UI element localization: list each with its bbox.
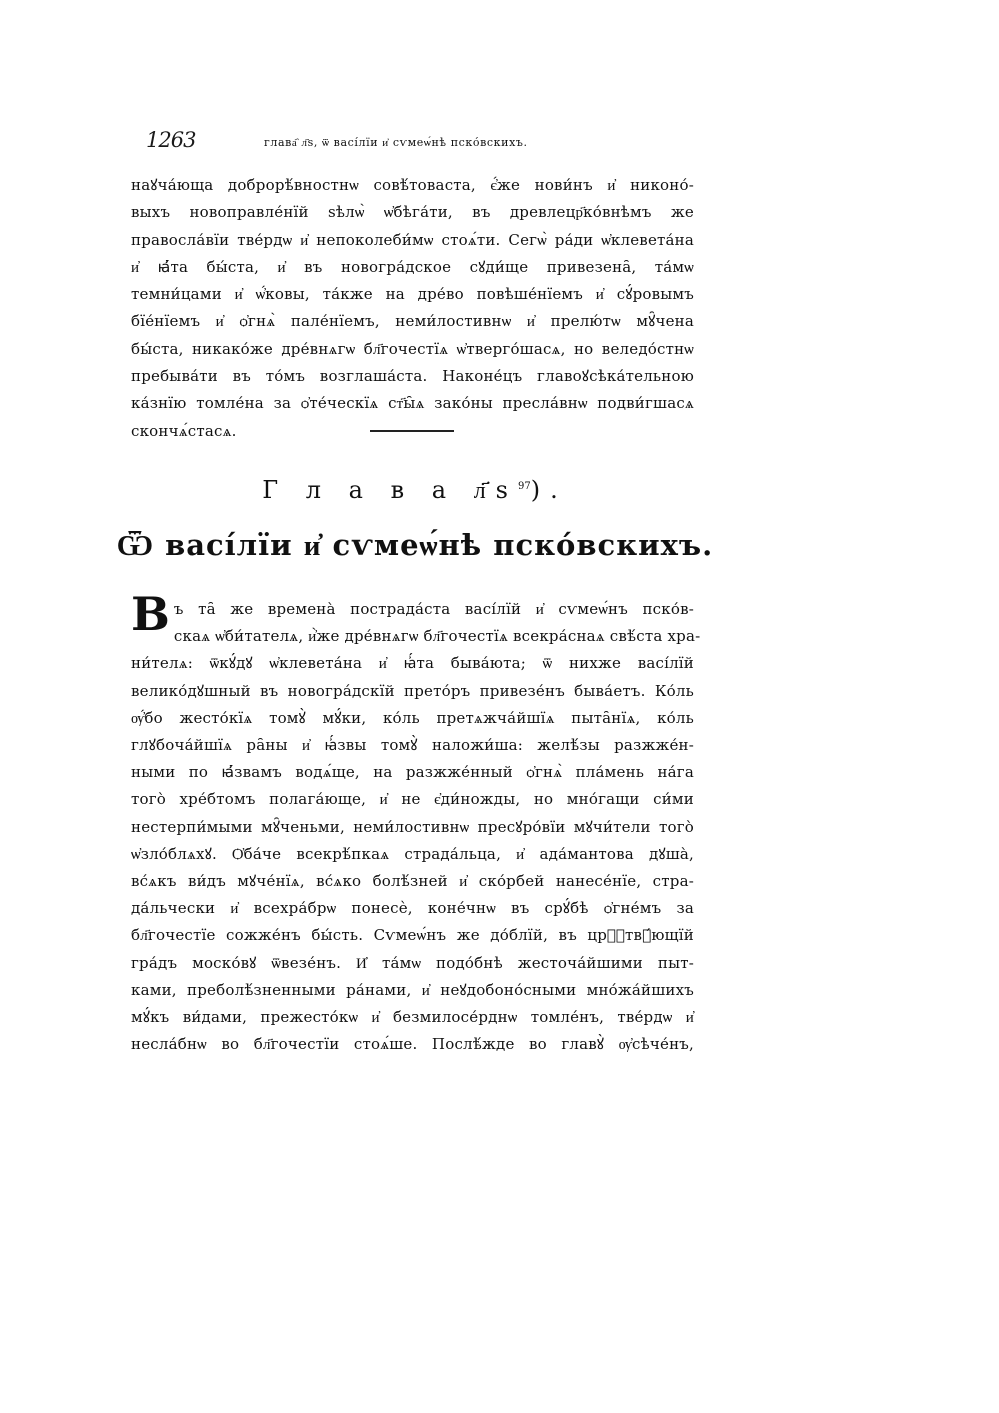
- running-head: глава҄ л҃ѕ, ѿ васі́лїи и҆ сѵмеѡ́нѣ пско́вскихъ.: [264, 136, 528, 149]
- text-line: выхъ новоправле́нїй ѕѣлѡ̀ ѡ҆бѣга́ти, въ древлецр҃ко́внѣмъ же: [131, 203, 694, 222]
- text-line: наꙋча́юща доброрѣ́вностнѡ совѣ́товаста, є҆́же нови́нъ и҆ никоно́-: [131, 176, 694, 194]
- text-line: бїе́нїемъ и҆ ѻ҆гнѧ̀ пале́нїемъ, неми́лостивнѡ и҆ прелю́тѡ мꙋ̑чена: [131, 312, 694, 331]
- text-line: скончѧ́стасѧ.: [131, 421, 237, 440]
- text-line: ками, преболѣ́зненными ра́нами, и҆ неꙋдобоно́сными мно́жа́йшихъ: [131, 980, 694, 999]
- text-line: бы́ста, никако́же дре́внѧгѡ бл҃гочестїѧ ѡ҆тверго́шасѧ, но веледо́стнѡ: [131, 339, 694, 358]
- text-line: пребыва́ти въ то́мъ возглаша́ста. Наконе́цъ главоꙋсѣка́тельною: [131, 367, 694, 386]
- text-line: темни́цами и҆ ѡ҆́ковы, та́кже на дре́во повѣше́нїемъ и҆ сꙋ́ровымъ: [131, 285, 694, 304]
- text-line: ѹ҆́бо жесто́кїѧ томꙋ̀ мꙋ́ки, ко́ль претѧжча́йшїѧ пыта̑нїѧ, ко́ль: [131, 708, 694, 727]
- footnote-mark: 97: [517, 481, 531, 492]
- chapter-title: Ѿ васі́лїи и҆ сѵмеѡ́нѣ пско́вскихъ.: [116, 528, 714, 562]
- text-line: велико́дꙋшный въ новогра́дскїй прето́ръ привезе́нъ быва́етъ. Ко́ль: [131, 681, 694, 700]
- text-line: и҆ ꙗ҆́та бы́ста, и҆ въ новогра́дское сꙋди́ще привезена̑, та́мѡ: [131, 257, 694, 276]
- body-paragraph: [131, 587, 701, 1058]
- chapter-heading-text: Г л а в а л҃ѕ: [262, 476, 518, 504]
- text-line: бл҃гочестїе сожже́нъ бы́сть. Сѵмеѡ́нъ же до́блїй, въ црⷭ҇твꙋ́ющїй: [131, 926, 694, 945]
- text-line: ѡ҆зло́блѧхꙋ. Ѻ҆ба́че всекрѣ́пкаѧ страда́льца, и҆ ада́мантова дꙋша̀,: [131, 844, 694, 863]
- page-header: [130, 128, 690, 162]
- text-line: глꙋбоча́йшїѧ ра̑ны и҆ ꙗ҆́звы томꙋ̀ наложи́ша: желѣ́зы разжже́н-: [131, 736, 694, 755]
- text-line: ни́телѧ: ѿкꙋ́дꙋ ѡ҆клевета́на и҆ ꙗ҆́та быва́юта; ѿ нихже васі́лїй: [131, 654, 694, 673]
- chapter-heading: [0, 476, 830, 505]
- text-line: правосла́вїи тве́рдѡ и҆ непоколеби́мѡ стоѧ́ти. Сегѡ̀ ра́ди ѡ҆клевета́на: [131, 230, 694, 249]
- text-line: скаѧ ѡ҆би́тателѧ, и҆̀же дре́внѧгѡ бл҃гочестїѧ всекра́снаѧ свѣ́ста хра-: [173, 627, 701, 646]
- text-line: того̀ хре́бтомъ полага́юще, и҆ не є҆ди́ножды, но мно́гащи си́ми: [131, 790, 694, 809]
- text-line: ными по ꙗ҆́звамъ водѧ́ще, на разжже́нный ѻ҆гнѧ̀ пла́мень на́га: [131, 763, 694, 782]
- text-line: гра́дъ моско́вꙋ ѿвезе́нъ. И҆ та́мѡ подо́бнѣ жесточа́йшими пыт-: [131, 953, 694, 972]
- section-divider: [370, 430, 454, 432]
- text-line: ъ та̑ же времена̀ пострада́ста васі́лїй и҆ сѵмеѡ́нъ пско́в-: [173, 600, 694, 618]
- intro-paragraph: [131, 172, 694, 445]
- text-line: несла́бнѡ во бл҃гочестїи стоѧ́ше. Послѣ́жде во главꙋ̀ ѹ҆сѣче́нъ,: [131, 1035, 694, 1054]
- text-line: ка́знїю томле́на за ѻ҆те́ческїѧ ст҃ы̑ѧ зако́ны пресла́внѡ подви́гшасѧ: [131, 394, 694, 413]
- text-line: мꙋ́къ ви́дами, прежесто́кѡ и҆ безмилосе́рднѡ томле́нъ, тве́рдѡ и҆: [131, 1008, 694, 1027]
- text-line: нестерпи́мыми мꙋ̑ченьми, неми́лостивнѡ пресꙋро́вїи мꙋчи́тели того̀: [131, 817, 694, 836]
- drop-cap: В: [131, 587, 170, 641]
- page-number: 1263: [146, 128, 196, 152]
- text-line: вс́ѧкъ ви́дъ мꙋче́нїѧ, вс́ѧко болѣ́зней и҆ ско́рбей нанесе́нїе, стра-: [131, 872, 694, 891]
- chapter-heading-suffix: ).: [530, 476, 568, 504]
- text-line: да́льчески и҆ всехра́брѡ понесѐ, коне́чнѡ въ срꙋ́бѣ ѻ҆гне́мъ за: [131, 899, 694, 918]
